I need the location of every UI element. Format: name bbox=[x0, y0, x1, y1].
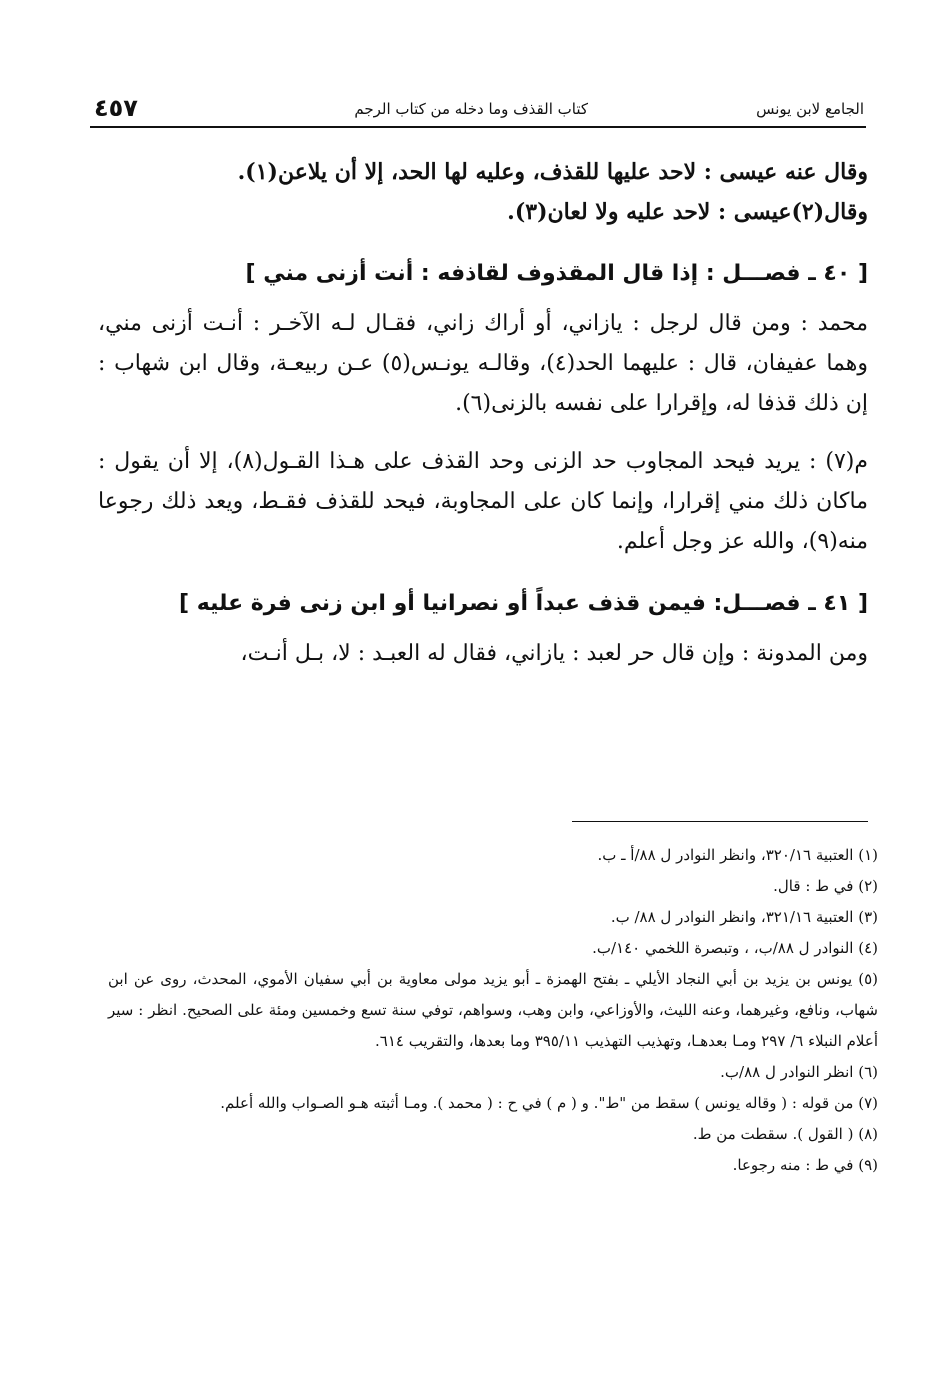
running-header bbox=[92, 94, 864, 124]
footnote: (٥) يونس بن يزيد بن أبي النجاد الأيلي ـ بفتح الهمزة ـ أبو يزيد مولى معاوية بن أبي سفيان الأموي، المحدث، روى عن ابن شهاب، ونافع، وغيرهما، وعنه الليث، والأوزاعي، وابن وهب، وسواهم، توفي سنة تسع وخمسين ومئة على الصحيح. انظر : سير أعلام النبلاء ٦/ ٢٩٧ ومـا بعدهـا، وتهذيب التهذيب ٣٩٥/١١ وما بعدها، والتقريب ٦١٤. bbox=[108, 970, 878, 1050]
main-text bbox=[98, 152, 868, 674]
paragraph: وقال(٢)عيسى : لاحد عليه ولا لعان(٣). bbox=[507, 199, 868, 225]
footnotes bbox=[108, 840, 878, 1181]
footnote: (٣) العتبية ٣٢١/١٦، وانظر النوادر ل ٨٨/ ب. bbox=[610, 908, 878, 926]
paragraph: ومن المدونة : وإن قال حر لعبد : يازاني، فقال له العبـد : لا، بـل أنـت، bbox=[240, 641, 868, 666]
footnote: (٦) انظر النوادر ل ٨٨/ب. bbox=[720, 1063, 878, 1081]
paragraph: وقال عنه عيسى : لاحد عليها للقذف، وعليه لها الحد، إلا أن يلاعن(١). bbox=[237, 159, 868, 185]
footnote: (٧) من قوله : ( وقاله يونس ) سقط من "ط". و ( م ) في ح : ( محمد ). ومـا أثبته هـو الصـواب والله أعلم. bbox=[220, 1094, 878, 1112]
header-book-title: الجامع لابن يونس bbox=[756, 100, 864, 118]
footnote: (١) العتبية ٣٢٠/١٦، وانظر النوادر ل ٨٨/أ ـ ب. bbox=[597, 846, 878, 864]
footnote: (٨) ( القول ). سقطت من ط. bbox=[692, 1125, 878, 1143]
footnote-rule bbox=[572, 821, 868, 822]
header-rule bbox=[90, 126, 866, 128]
footnote: (٩) في ط : منه رجوعا. bbox=[732, 1156, 878, 1174]
paragraph: م(٧) : يريد فيحد المجاوب حد الزنى وحد القذف على هـذا القـول(٨)، إلا أن يقول : ماكان ذلك مني إقرارا، وإنما كان على المجاوبة، فيحد للقذف فقـط، ويعد ذلك رجوعا منه(٩)، والله عز وجل أعلم. bbox=[98, 449, 868, 554]
footnote: (٢) في ط : قال. bbox=[773, 877, 878, 895]
section-heading: [ ٤١ ـ فصـــل: فيمن قذف عبداً أو نصرانيا أو ابن زنى فرة عليه ] bbox=[179, 591, 868, 616]
paragraph: محمد : ومن قال لرجل : يازاني، أو أراك زاني، فقـال لـه الآخـر : أنـت أزنى مني، وهما عفيفان، قال : عليهما الحد(٤)، وقالـه يونـس(٥) عـن ربيعـة، وقال ابن شهاب : إن ذلك قذفا له، وإقرارا على نفسه بالزنى(٦). bbox=[98, 311, 868, 416]
section-heading: [ ٤٠ ـ فصـــل : إذا قال المقذوف لقاذفه : أنت أزنى مني ] bbox=[245, 261, 868, 286]
footnote: (٤) النوادر ل ٨٨/ب، ، وتبصرة اللخمي ١٤٠/ب. bbox=[592, 939, 878, 957]
header-chapter-title: كتاب القذف وما دخله من كتاب الرجم bbox=[354, 100, 588, 118]
page-number: ٤٥٧ bbox=[94, 94, 138, 122]
